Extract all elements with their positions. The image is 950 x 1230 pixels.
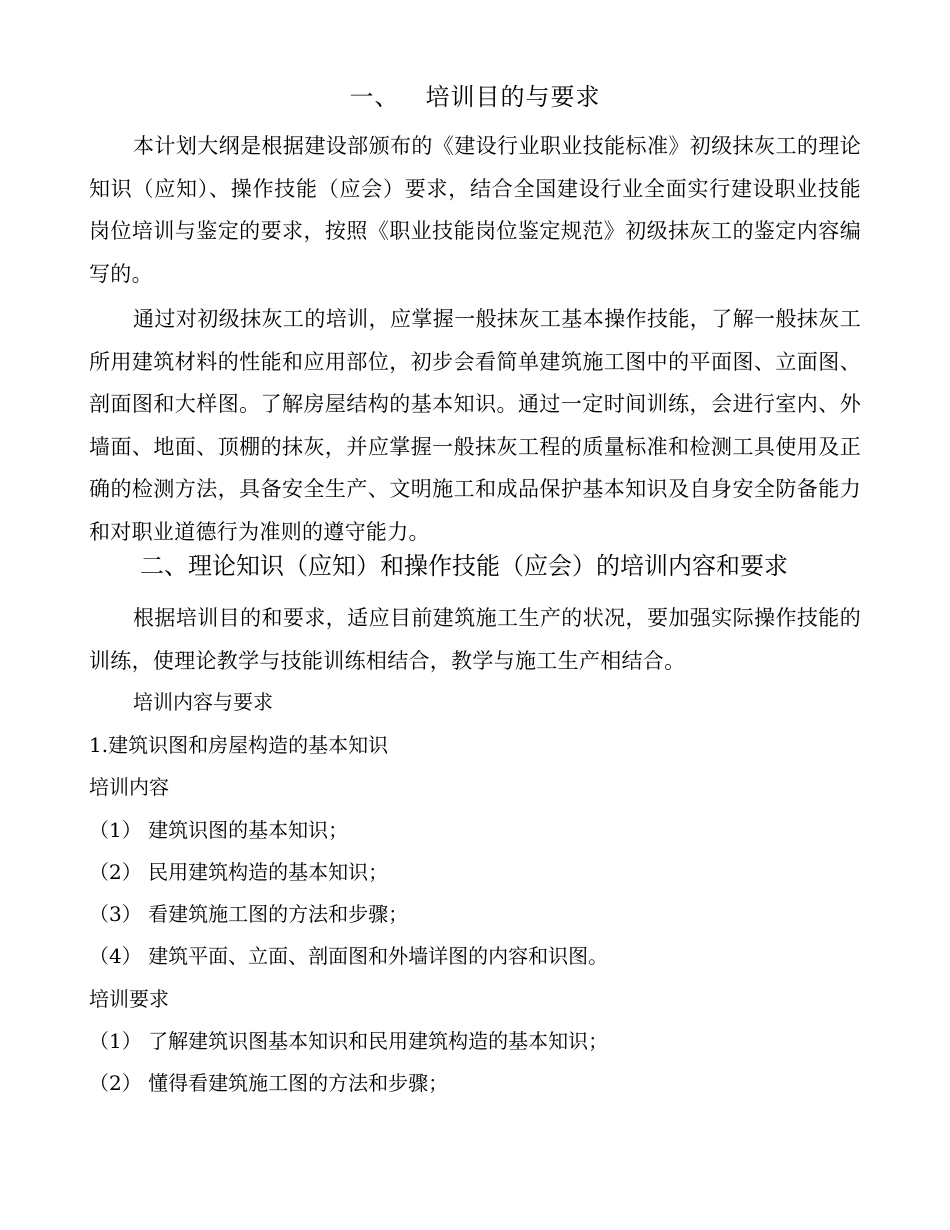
requirement-item: （2） 懂得看建筑施工图的方法和步骤； — [89, 1071, 449, 1095]
content-item: （1） 建筑识图的基本知识； — [89, 818, 349, 842]
content-item: （4） 建筑平面、立面、剖面图和外墙详图的内容和识图。 — [89, 944, 609, 968]
section-2-heading: 二、理论知识（应知）和操作技能（应会）的培训内容和要求 — [140, 552, 788, 580]
requirement-item: （1） 了解建筑识图基本知识和民用建筑构造的基本知识； — [89, 1029, 609, 1053]
section-1-heading — [0, 80, 950, 114]
section-1-number: 一、 — [349, 83, 400, 111]
content-item: （2） 民用建筑构造的基本知识； — [89, 860, 389, 884]
content-label: 培训内容 — [89, 775, 169, 799]
training-subheading: 培训内容与要求 — [133, 690, 273, 714]
content-item: （3） 看建筑施工图的方法和步骤； — [89, 902, 409, 926]
section-1-paragraph-1: 本计划大纲是根据建设部颁布的《建设行业职业技能标准》初级抹灰工的理论知识（应知）、操作技能（应会）要求，结合全国建设行业全面实行建设职业技能岗位培训与鉴定的要求，按照《职业技能岗位鉴定规范》初级抹灰工的鉴定内容编写的。 — [89, 134, 861, 286]
item-1-title: 1.建筑识图和房屋构造的基本知识 — [89, 733, 389, 757]
section-1-paragraph-2: 通过对初级抹灰工的培训，应掌握一般抹灰工基本操作技能，了解一般抹灰工所用建筑材料的性能和应用部位，初步会看简单建筑施工图中的平面图、立面图、剖面图和大样图。了解房屋结构的基本知识。通过一定时间训练，会进行室内、外墙面、地面、顶棚的抹灰，并应掌握一般抹灰工程的质量标准和检测工具使用及正确的检测方法，具备安全生产、文明施工和成品保护基本知识及自身安全防备能力和对职业道德行为准则的遵守能力。 — [89, 307, 861, 544]
requirement-label: 培训要求 — [89, 987, 169, 1011]
section-1-title: 培训目的与要求 — [425, 83, 601, 111]
section-2-intro-paragraph: 根据培训目的和要求，适应目前建筑施工生产的状况，要加强实际操作技能的训练，使理论教学与技能训练相结合，教学与施工生产相结合。 — [89, 606, 861, 673]
